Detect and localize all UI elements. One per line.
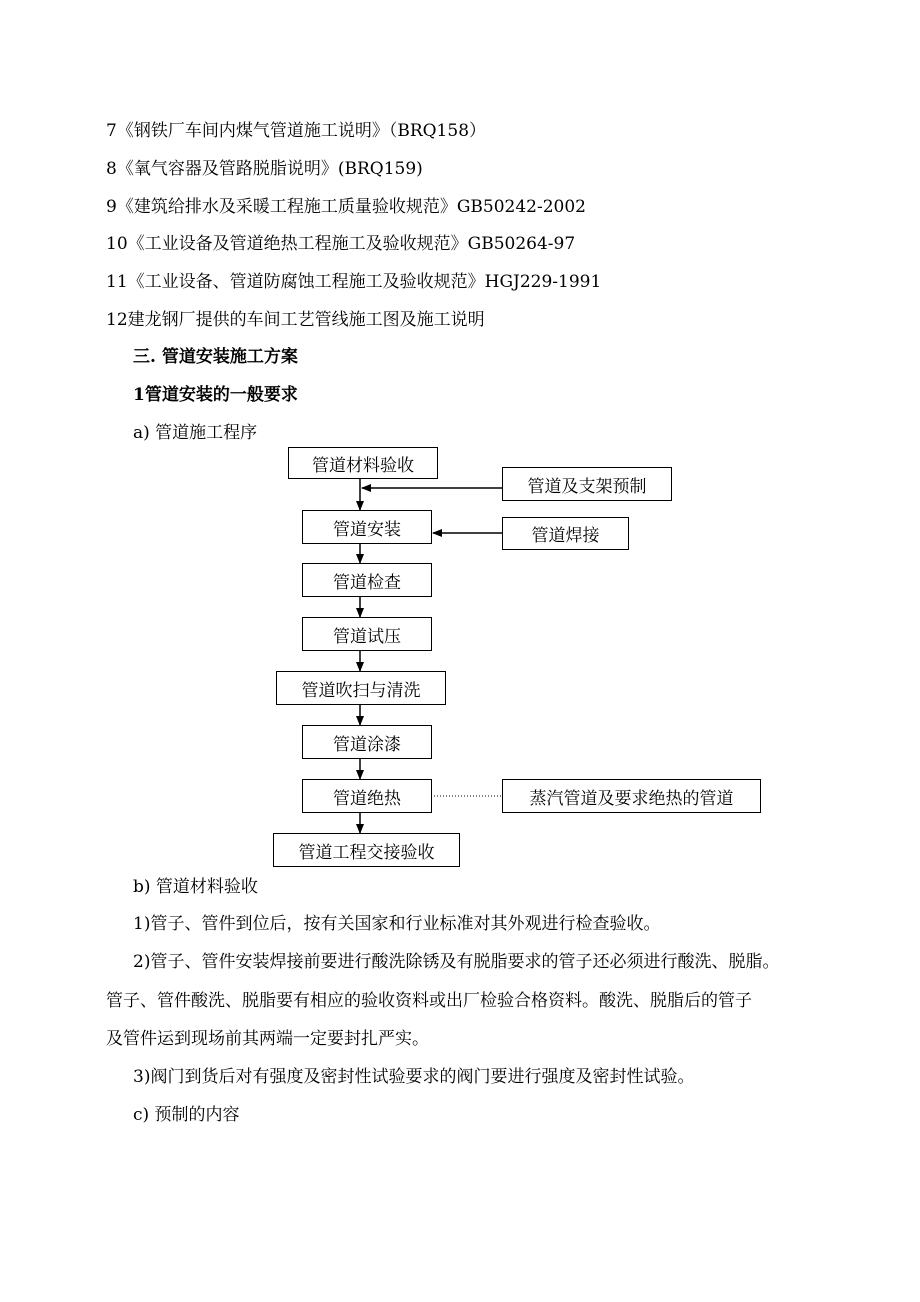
side-input-steam-insulated-pipes: 蒸汽管道及要求绝热的管道 [502,779,761,813]
flow-step-pressure-test: 管道试压 [302,617,432,651]
paragraph-2-line-1: 2)管子、管件安装焊接前要进行酸洗除锈及有脱脂要求的管子还必须进行酸洗、脱脂。 [133,952,780,972]
reference-text: 《氧气容器及管路脱脂说明》(BRQ159) [116,159,423,179]
subsection-title: 1管道安装的一般要求 [133,385,298,405]
reference-number: 8 [106,159,117,179]
item-b-label: b) 管道材料验收 [133,877,258,897]
flow-step-handover-acceptance: 管道工程交接验收 [273,833,460,867]
side-input-welding: 管道焊接 [502,517,629,550]
reference-text: 《工业设备、管道防腐蚀工程施工及验收规范》HGJ229-1991 [127,272,602,292]
reference-text: 《钢铁厂车间内煤气管道施工说明》（BRQ158） [116,121,487,141]
reference-text: 《工业设备及管道绝热工程施工及验收规范》GB50264-97 [127,234,576,254]
paragraph-3: 3)阀门到货后对有强度及密封性试验要求的阀门要进行强度及密封性试验。 [133,1067,695,1087]
flow-step-material-inspection: 管道材料验收 [288,447,438,479]
item-c-label: c) 预制的内容 [133,1105,240,1125]
flow-step-installation: 管道安装 [302,510,432,544]
paragraph-1: 1)管子、管件到位后，按有关国家和行业标准对其外观进行检查验收。 [133,914,661,934]
reference-number: 12 [106,310,128,330]
reference-number: 7 [106,121,117,141]
reference-number: 9 [106,197,117,217]
paragraph-2-line-3: 及管件运到现场前其两端一定要封扎严实。 [106,1029,429,1049]
reference-text: 《建筑给排水及采暖工程施工质量验收规范》GB50242-2002 [116,197,586,217]
reference-number: 10 [106,234,128,254]
section-title: 三. 管道安装施工方案 [133,347,298,367]
flow-step-insulation: 管道绝热 [302,779,432,813]
flow-step-inspection: 管道检查 [302,563,432,597]
item-a-label: a) 管道施工程序 [133,423,258,443]
flow-step-painting: 管道涂漆 [302,725,432,759]
reference-number: 11 [106,272,128,292]
paragraph-2-line-2: 管子、管件酸洗、脱脂要有相应的验收资料或出厂检验合格资料。酸洗、脱脂后的管子 [106,991,752,1011]
flow-step-purging-cleaning: 管道吹扫与清洗 [276,671,446,705]
reference-text: 建龙钢厂提供的车间工艺管线施工图及施工说明 [127,310,485,330]
side-input-prefabrication: 管道及支架预制 [502,467,672,501]
